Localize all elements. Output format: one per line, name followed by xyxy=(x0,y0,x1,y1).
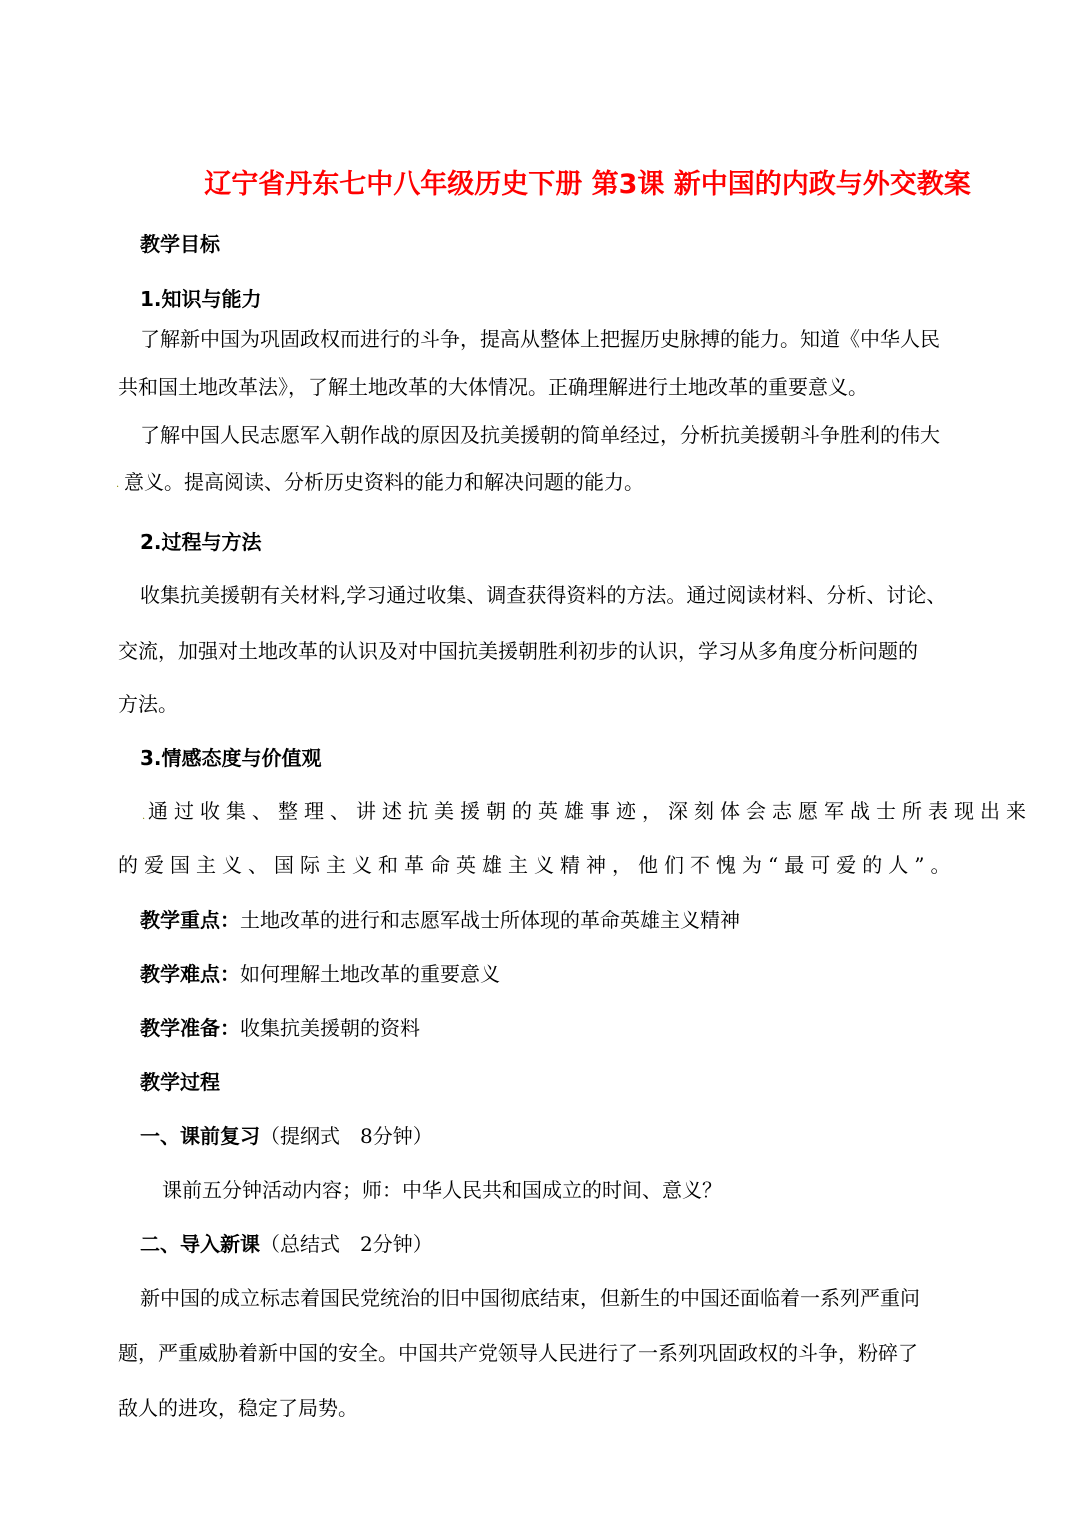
knowledge-heading: 1.知识与能力 xyxy=(140,287,262,311)
intro-line-1: 新中国的成立标志着国民党统治的旧中国彻底结束，但新生的中国还面临着一系列严重问 xyxy=(140,1286,920,1310)
teaching-process-heading: 教学过程 xyxy=(140,1070,220,1094)
knowledge-line-2: 共和国土地改革法》，了解土地改革的大体情况。正确理解进行土地改革的重要意义。 xyxy=(118,375,868,399)
intro-line-3: 敌人的进攻，稳定了局势。 xyxy=(118,1396,358,1420)
knowledge-line-4: 意义。提高阅读、分析历史资料的能力和解决问题的能力。 xyxy=(124,470,644,494)
objectives-heading: 教学目标 xyxy=(140,232,220,256)
key-point-row xyxy=(140,908,740,932)
intro-line-2: 题，严重威胁着新中国的安全。中国共产党领导人民进行了一系列巩固政权的斗争，粉碎了 xyxy=(118,1341,918,1365)
key-point-text: 土地改革的进行和志愿军战士所体现的革命英雄主义精神 xyxy=(240,908,740,932)
intro-label: 二、导入新课 xyxy=(140,1232,260,1256)
preparation-text: 收集抗美援朝的资料 xyxy=(240,1016,420,1040)
review-label: 一、课前复习 xyxy=(140,1124,260,1148)
process-method-line-3: 方法。 xyxy=(118,692,178,716)
preparation-label: 教学准备： xyxy=(140,1016,240,1040)
intro-note: （总结式 2分钟） xyxy=(260,1232,433,1256)
difficulty-label: 教学难点： xyxy=(140,962,240,986)
intro-row xyxy=(140,1232,433,1256)
knowledge-line-1: 了解新中国为巩固政权而进行的斗争，提高从整体上把握历史脉搏的能力。知道《中华人民 xyxy=(140,327,940,351)
review-row xyxy=(140,1124,433,1148)
attitude-line-2: 的爱国主义、国际主义和革命英雄主义精神，他们不愧为“最可爱的人”。 xyxy=(118,853,957,877)
marker-dot: . xyxy=(116,479,120,490)
process-method-line-1: 收集抗美援朝有关材料,学习通过收集、调查获得资料的方法。通过阅读材料、分析、讨论、 xyxy=(140,583,947,607)
marker-dot: . xyxy=(142,811,146,822)
attitude-heading: 3.情感态度与价值观 xyxy=(140,746,322,770)
preparation-row xyxy=(140,1016,420,1040)
review-text: 课前五分钟活动内容；师：中华人民共和国成立的时间、意义？ xyxy=(162,1178,722,1202)
process-method-line-2: 交流，加强对土地改革的认识及对中国抗美援朝胜利初步的认识，学习从多角度分析问题的 xyxy=(118,639,918,663)
review-note: （提纲式 8分钟） xyxy=(260,1124,433,1148)
difficulty-row xyxy=(140,962,500,986)
knowledge-line-3: 了解中国人民志愿军入朝作战的原因及抗美援朝的简单经过，分析抗美援朝斗争胜利的伟大 xyxy=(140,423,940,447)
process-method-heading: 2.过程与方法 xyxy=(140,530,262,554)
document-title: 辽宁省丹东七中八年级历史下册 第3课 新中国的内政与外交教案 xyxy=(204,169,971,200)
key-point-label: 教学重点： xyxy=(140,908,240,932)
difficulty-text: 如何理解土地改革的重要意义 xyxy=(240,962,500,986)
attitude-line-1: 通过收集、整理、讲述抗美援朝的英雄事迹，深刻体会志愿军战士所表现出来 xyxy=(148,799,1032,823)
